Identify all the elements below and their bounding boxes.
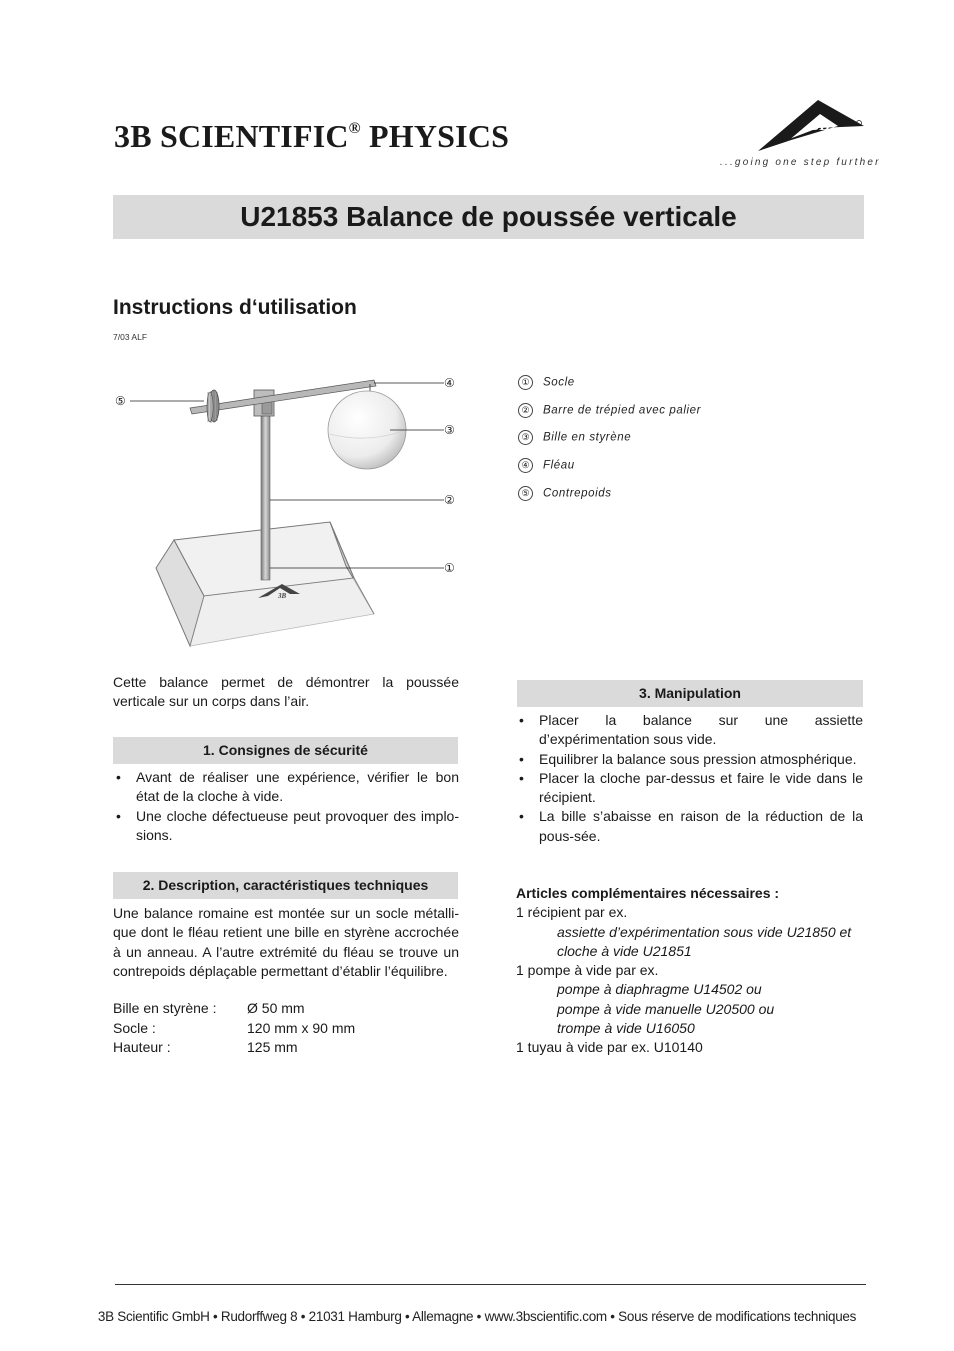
accessory-line: cloche à vide U21851 — [557, 942, 692, 959]
section-2-heading: 2. Description, caractéristiques techniques — [113, 872, 458, 899]
list-item: • Avant de réaliser une expérience, vérifier le bon état de la cloche à vide. — [113, 768, 459, 807]
legend-number: ① — [518, 375, 533, 390]
list-item: • Une cloche défectueuse peut provoquer des implo-sions. — [113, 807, 459, 846]
accessory-line: trompe à vide U16050 — [557, 1020, 695, 1037]
section-3-heading: 3. Manipulation — [517, 680, 863, 707]
stand-rod — [261, 408, 270, 580]
legend-label: Barre de trépied avec palier — [543, 404, 702, 417]
callout-4: ④ — [444, 376, 455, 390]
spec-value: 120 mm x 90 mm — [247, 1019, 356, 1036]
list-item: • Placer la balance sur une assiette d’expérimentation sous vide. — [516, 711, 863, 750]
accessory-line: pompe à vide manuelle U20500 ou — [557, 1000, 775, 1017]
callout-2: ② — [444, 493, 455, 507]
legend-label: Fléau — [543, 459, 575, 472]
legend-number: ④ — [518, 458, 533, 473]
accessory-line: 1 pompe à vide par ex. — [516, 962, 659, 979]
description-paragraph: Une balance romaine est montée sur un socle métalli-que dont le fléau retient une bille en styrène accrochée à un anneau. A l’autre extrémité du fléau se trouve un contrepoids déplaçable permettant d’établir l’équilibre. — [113, 905, 459, 979]
list-item: • Placer la cloche par-dessus et faire le vide dans le récipient. — [516, 769, 863, 808]
manipulation-list — [516, 711, 863, 846]
legend-label: Socle — [543, 376, 575, 389]
legend-item — [518, 486, 612, 501]
callout-1: ① — [444, 561, 455, 575]
legend-item — [518, 403, 701, 418]
base-logo-text: 3B — [278, 592, 287, 600]
section-1-heading: 1. Consignes de sécurité — [113, 737, 458, 764]
accessories-heading: Articles complémentaires nécessaires : — [516, 885, 780, 901]
spec-label: Socle : — [113, 1019, 156, 1036]
instructions-heading: Instructions d‘utilisation — [113, 296, 357, 319]
spec-label: Hauteur : — [113, 1039, 171, 1055]
legend-item — [518, 458, 575, 473]
legend-item — [518, 430, 631, 445]
list-item: • La bille s’abaisse en raison de la réduction de la pous-sée. — [516, 807, 863, 846]
tagline: ...going one step further — [720, 157, 881, 168]
legend-number: ② — [518, 403, 533, 418]
callout-3: ③ — [444, 423, 455, 437]
document-code: 7/03 ALF — [113, 332, 148, 342]
intro-paragraph: Cette balance permet de démontrer la poussée verticale sur un corps dans l’air. — [113, 674, 459, 710]
brand-main: 3B SCIENTIFIC — [114, 118, 349, 154]
legend-number: ③ — [518, 430, 533, 445]
brand-tail: PHYSICS — [360, 118, 510, 154]
brand-registered-mark: ® — [348, 120, 361, 137]
footer-divider — [115, 1284, 866, 1285]
brand-title — [114, 118, 509, 155]
accessory-line: assiette d’expérimentation sous vide U21850 et — [557, 923, 852, 940]
safety-list — [113, 768, 459, 845]
spec-value: 125 mm — [247, 1039, 298, 1055]
accessory-line: pompe à diaphragme U14502 ou — [557, 981, 762, 998]
footer-text: 3B Scientific GmbH • Rudorffweg 8 • 21031 Hamburg • Allemagne • www.3bscientific.com • Sous réserve de modifications techniques — [97, 1309, 857, 1324]
spec-label: Bille en styrène : — [113, 1000, 217, 1016]
callout-5: ⑤ — [115, 394, 126, 408]
list-item: • Equilibrer la balance sous pression atmosphérique. — [516, 750, 863, 769]
spec-row — [113, 999, 459, 1019]
spec-row — [113, 1019, 459, 1039]
spec-value: Ø 50 mm — [247, 1000, 305, 1016]
accessories-block — [516, 884, 863, 1058]
logo-text: 3B — [812, 118, 830, 134]
accessory-line: 1 tuyau à vide par ex. U10140 — [516, 1039, 703, 1056]
legend-label: Bille en styrène — [543, 431, 632, 444]
apparatus-figure — [112, 370, 464, 660]
specs-table — [113, 999, 459, 1058]
counterweight — [207, 390, 219, 423]
legend-item — [518, 375, 575, 390]
legend-number: ⑤ — [518, 486, 533, 501]
document-title: U21853 Balance de poussée verticale — [240, 201, 737, 232]
legend-label: Contrepoids — [543, 487, 612, 500]
accessory-line: 1 récipient par ex. — [516, 904, 628, 921]
spec-row — [113, 1038, 459, 1058]
